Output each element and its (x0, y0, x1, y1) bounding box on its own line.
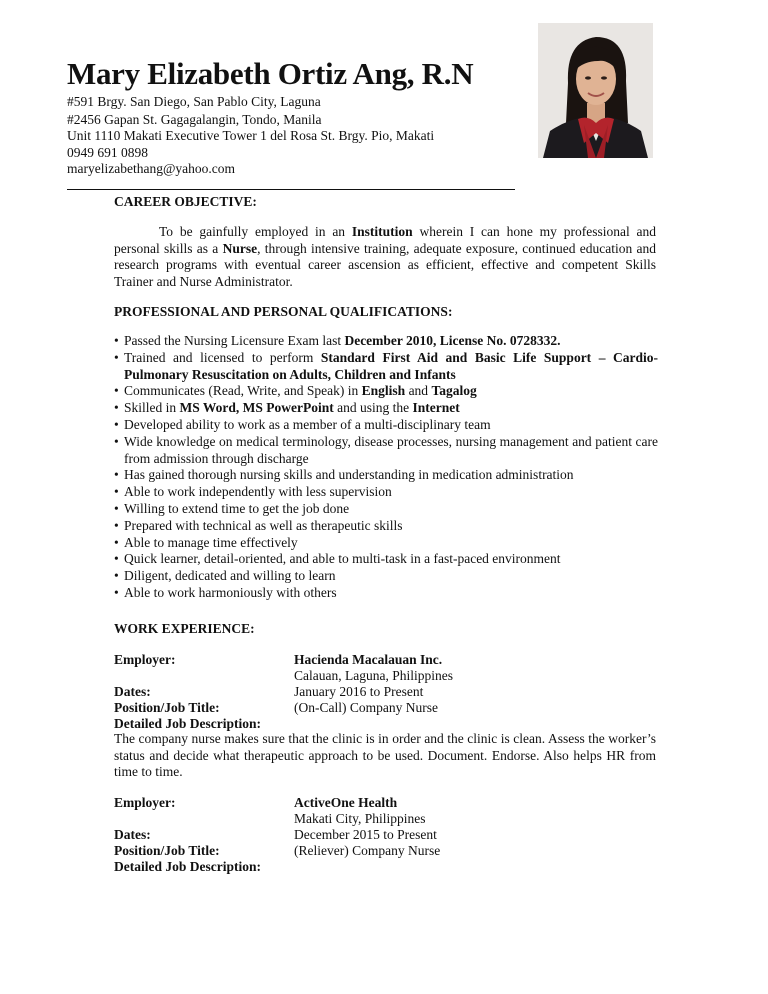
job-description: The company nurse makes sure that the clinic is in order and the clinic is clean. Assess the worker’s status and decide what therapeutic approach to be used. Document. Endorse. Also helps HR from time to time. (114, 731, 656, 779)
employer-name: ActiveOne Health (294, 795, 398, 810)
list-item: • Has gained thorough nursing skills and understanding in medication administration (114, 467, 658, 484)
header-divider (67, 189, 515, 190)
description-label: Detailed Job Description: (114, 716, 261, 731)
list-item: • Wide knowledge on medical terminology, disease processes, nursing management and patient care from admission through discharge (114, 434, 658, 468)
qualifications-heading: PROFESSIONAL AND PERSONAL QUALIFICATIONS: (114, 304, 453, 319)
position-label: Position/Job Title: (114, 843, 220, 858)
address-line-3: Unit 1110 Makati Executive Tower 1 del Rosa St. Brgy. Pio, Makati (67, 128, 435, 143)
list-item: • Prepared with technical as well as therapeutic skills (114, 518, 658, 535)
employer-name: Hacienda Macalauan Inc. (294, 652, 443, 667)
dates-value: December 2015 to Present (294, 827, 437, 842)
employer-label: Employer: (114, 795, 176, 810)
employer-label: Employer: (114, 652, 176, 667)
address-line-2: #2456 Gapan St. Gagagalangin, Tondo, Manila (67, 112, 322, 127)
list-item: • Passed the Nursing Licensure Exam last December 2010, License No. 0728332. (114, 333, 658, 350)
dates-label: Dates: (114, 827, 151, 842)
list-item: • Diligent, dedicated and willing to learn (114, 568, 658, 585)
profile-photo (538, 23, 653, 158)
position-label: Position/Job Title: (114, 700, 220, 715)
resume-name: Mary Elizabeth Ortiz Ang, R.N (67, 56, 474, 91)
employer-location: Makati City, Philippines (294, 811, 426, 826)
dates-label: Dates: (114, 684, 151, 699)
list-item: • Skilled in MS Word, MS PowerPoint and using the Internet (114, 400, 658, 417)
list-item: • Able to work harmoniously with others (114, 585, 658, 602)
career-objective-heading: CAREER OBJECTIVE: (114, 194, 257, 209)
list-item: • Able to manage time effectively (114, 535, 658, 552)
portrait-icon (538, 23, 653, 158)
address-line-1: #591 Brgy. San Diego, San Pablo City, Laguna (67, 94, 321, 109)
career-objective-text: To be gainfully employed in an Institution wherein I can hone my professional and personal skills as a Nurse, through intensive training, adequate exposure, continued education and research programs with eventual career ascension as efficient, effective and competent Skills Trainer and Nurse Administrator. (114, 224, 657, 289)
qualifications-list (114, 333, 658, 602)
description-label: Detailed Job Description: (114, 859, 261, 874)
email-address: maryelizabethang@yahoo.com (67, 161, 235, 176)
dates-value: January 2016 to Present (294, 684, 424, 699)
position-value: (Reliever) Company Nurse (294, 843, 441, 858)
work-experience-heading: WORK EXPERIENCE: (114, 621, 255, 636)
list-item: • Communicates (Read, Write, and Speak) in English and Tagalog (114, 383, 658, 400)
list-item: • Able to work independently with less supervision (114, 484, 658, 501)
list-item: • Quick learner, detail-oriented, and able to multi-task in a fast-paced environment (114, 551, 658, 568)
employer-location: Calauan, Laguna, Philippines (294, 668, 453, 683)
phone-number: 0949 691 0898 (67, 145, 148, 160)
position-value: (On-Call) Company Nurse (294, 700, 438, 715)
list-item: • Trained and licensed to perform Standard First Aid and Basic Life Support – Cardio-Pulmonary Resuscitation on Adults, Children and Infants (114, 350, 658, 384)
list-item: • Willing to extend time to get the job done (114, 501, 658, 518)
list-item: • Developed ability to work as a member of a multi-disciplinary team (114, 417, 658, 434)
